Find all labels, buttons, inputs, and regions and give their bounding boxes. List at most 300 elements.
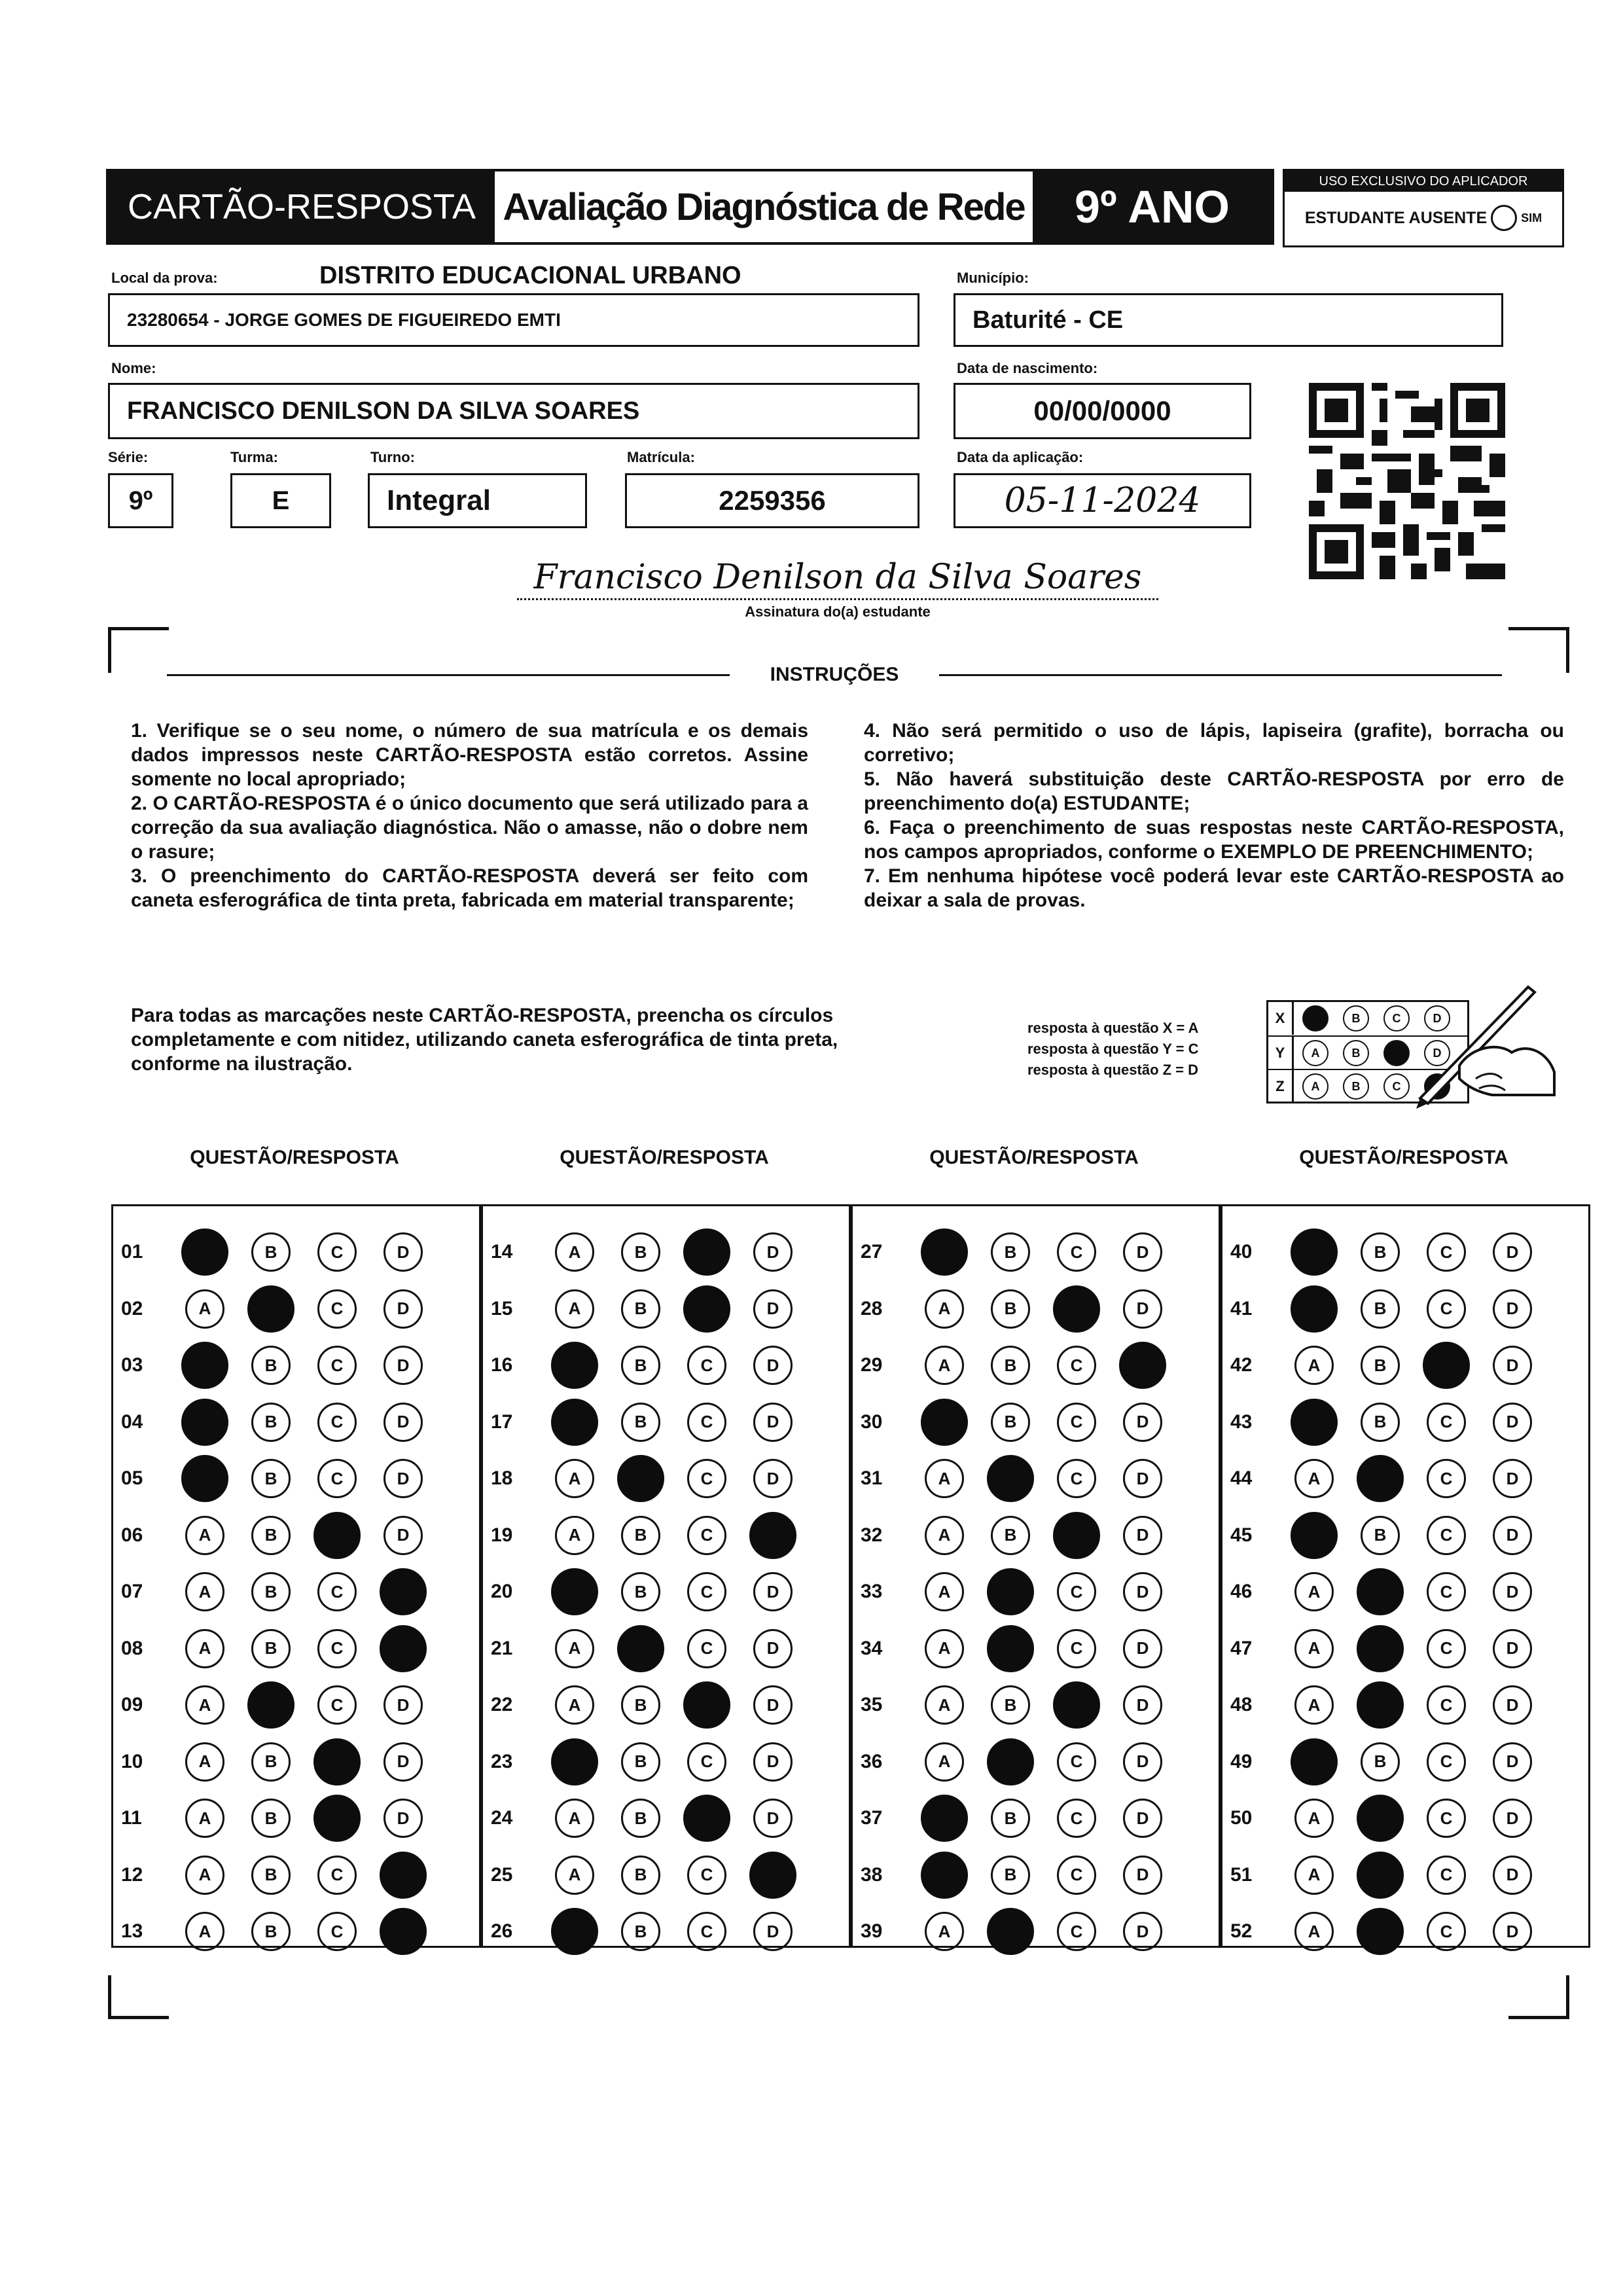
answer-bubble-a[interactable]: A — [555, 1289, 594, 1329]
answer-bubble-b[interactable] — [1357, 1455, 1404, 1502]
answer-bubble-b[interactable]: B — [621, 1572, 660, 1611]
answer-bubble-a[interactable]: A — [925, 1912, 964, 1951]
matricula-label: Matrícula: — [627, 449, 695, 465]
nascimento-field — [954, 383, 1251, 439]
answer-bubble-a[interactable]: A — [1294, 1346, 1334, 1385]
answer-bubble-a[interactable]: A — [1294, 1685, 1334, 1725]
answer-bubble-a[interactable]: A — [925, 1346, 964, 1385]
answer-bubble-d[interactable]: D — [1123, 1685, 1162, 1725]
answer-bubble-c[interactable]: C — [317, 1685, 357, 1725]
answer-bubble-c[interactable]: C — [1427, 1912, 1466, 1951]
answer-column — [1221, 1204, 1590, 1948]
answer-bubble-a[interactable]: A — [1294, 1629, 1334, 1668]
answer-bubble-b[interactable]: B — [1361, 1742, 1400, 1782]
answer-bubble-a[interactable] — [1291, 1285, 1338, 1333]
question-number: 18 — [491, 1467, 513, 1489]
answer-bubble-b[interactable]: B — [991, 1856, 1030, 1895]
answer-bubble-b[interactable]: B — [991, 1403, 1030, 1442]
answer-bubble-b[interactable]: B — [991, 1289, 1030, 1329]
answer-bubble-a[interactable]: A — [555, 1799, 594, 1838]
grade-label: 9º ANO — [1033, 171, 1272, 242]
question-row — [113, 1856, 479, 1895]
answer-bubble-b[interactable]: B — [991, 1346, 1030, 1385]
answer-bubble-c[interactable]: C — [687, 1516, 726, 1555]
divider-left — [167, 674, 730, 676]
answer-bubble-c[interactable]: C — [687, 1572, 726, 1611]
answer-bubble-c[interactable]: C — [1057, 1459, 1096, 1498]
answer-bubble-d[interactable]: D — [753, 1346, 793, 1385]
answer-bubble-a[interactable]: A — [185, 1799, 224, 1838]
answer-bubble-c[interactable]: C — [1427, 1742, 1466, 1782]
answer-bubble-d[interactable]: D — [383, 1799, 423, 1838]
answer-bubble-c[interactable] — [683, 1681, 730, 1729]
answer-bubble-c[interactable]: C — [1057, 1572, 1096, 1611]
answer-bubble-b[interactable]: B — [251, 1403, 291, 1442]
answer-bubble-b[interactable]: B — [621, 1403, 660, 1442]
serie-label: Série: — [108, 449, 149, 465]
answer-bubble-b[interactable] — [987, 1908, 1034, 1955]
answer-bubble-d[interactable]: D — [383, 1346, 423, 1385]
question-row — [853, 1459, 1219, 1498]
answer-bubble-c[interactable]: C — [1427, 1629, 1466, 1668]
answer-bubble-b[interactable]: B — [1361, 1289, 1400, 1329]
answer-bubble-d[interactable]: D — [1123, 1232, 1162, 1272]
answer-bubble-d[interactable]: D — [1493, 1912, 1532, 1951]
answer-bubble-c[interactable]: C — [687, 1346, 726, 1385]
answer-bubble-b[interactable] — [617, 1455, 664, 1502]
serie-value: 9º — [128, 486, 153, 515]
answer-bubble-a[interactable] — [551, 1568, 598, 1615]
question-row — [853, 1742, 1219, 1782]
turno-field — [368, 473, 587, 528]
question-number: 03 — [121, 1354, 143, 1376]
answer-bubble-c[interactable]: C — [1427, 1232, 1466, 1272]
turno-value: Integral — [387, 484, 491, 516]
question-row — [1222, 1346, 1588, 1385]
absent-label: ESTUDANTE AUSENTE — [1304, 208, 1488, 227]
answer-bubble-a[interactable]: A — [925, 1572, 964, 1611]
question-row — [1222, 1572, 1588, 1611]
answer-bubble-b[interactable] — [247, 1681, 294, 1729]
answer-bubble-c[interactable]: C — [1427, 1289, 1466, 1329]
answer-bubble-c[interactable]: C — [687, 1856, 726, 1895]
answer-bubble-c[interactable]: C — [317, 1629, 357, 1668]
answer-bubble-c[interactable] — [1053, 1512, 1100, 1559]
answer-bubble-c[interactable] — [1053, 1285, 1100, 1333]
example-bubble-d: D — [1424, 1040, 1450, 1066]
answer-bubble-d[interactable]: D — [1493, 1516, 1532, 1555]
answer-bubble-d[interactable]: D — [1493, 1799, 1532, 1838]
answer-bubble-a[interactable] — [1291, 1738, 1338, 1785]
example-row-label: Y — [1268, 1037, 1294, 1069]
nome-value: FRANCISCO DENILSON DA SILVA SOARES — [127, 397, 640, 425]
answer-bubble-d[interactable]: D — [753, 1799, 793, 1838]
answer-bubble-b[interactable]: B — [251, 1459, 291, 1498]
answer-bubble-b[interactable]: B — [1361, 1232, 1400, 1272]
answer-bubble-b[interactable]: B — [1361, 1403, 1400, 1442]
serie-field — [108, 473, 173, 528]
answer-bubble-b[interactable]: B — [621, 1685, 660, 1725]
question-number: 39 — [861, 1920, 883, 1942]
instruction-item: 5. Não haverá substituição deste CARTÃO-RESPOSTA por erro de preenchimento do(a) ESTUDANTE; — [864, 768, 1564, 814]
answer-bubble-a[interactable]: A — [925, 1289, 964, 1329]
municipio-label: Município: — [957, 270, 1029, 286]
column-title: QUESTÃO/RESPOSTA — [929, 1147, 1139, 1168]
answer-bubble-d[interactable]: D — [1123, 1912, 1162, 1951]
answer-bubble-d[interactable]: D — [1123, 1799, 1162, 1838]
answer-bubble-a[interactable]: A — [185, 1516, 224, 1555]
question-number: 26 — [491, 1920, 513, 1942]
example-bubble-b: B — [1343, 1005, 1369, 1031]
question-row — [853, 1232, 1219, 1272]
answer-bubble-d[interactable] — [1119, 1342, 1166, 1389]
example-bubble-a: A — [1302, 1040, 1329, 1066]
answer-bubble-b[interactable] — [987, 1625, 1034, 1672]
answer-bubble-c[interactable] — [313, 1738, 361, 1785]
answer-bubble-d[interactable]: D — [1493, 1232, 1532, 1272]
instruction-item: 6. Faça o preenchimento de suas respostas neste CARTÃO-RESPOSTA, nos campos apropriados, conforme o EXEMPLO DE PREENCHIMENTO; — [864, 817, 1564, 863]
answer-bubble-a[interactable] — [1291, 1399, 1338, 1446]
answer-bubble-b[interactable]: B — [991, 1516, 1030, 1555]
question-row — [483, 1289, 849, 1329]
exam-name: Avaliação Diagnóstica de Rede — [495, 171, 1033, 242]
answer-bubble-d[interactable]: D — [753, 1685, 793, 1725]
answer-bubble-d[interactable]: D — [1493, 1685, 1532, 1725]
answer-bubble-c[interactable]: C — [687, 1459, 726, 1498]
answer-bubble-a[interactable]: A — [185, 1629, 224, 1668]
question-number: 34 — [861, 1637, 883, 1659]
answer-bubble-d[interactable] — [380, 1568, 427, 1615]
answer-bubble-d[interactable]: D — [383, 1516, 423, 1555]
answer-bubble-c[interactable]: C — [1427, 1799, 1466, 1838]
answer-bubble-c[interactable] — [683, 1795, 730, 1842]
answer-bubble-c[interactable]: C — [687, 1629, 726, 1668]
answer-bubble-c[interactable]: C — [317, 1289, 357, 1329]
question-number: 30 — [861, 1410, 883, 1433]
answer-bubble-a[interactable] — [551, 1908, 598, 1955]
answer-bubble-b[interactable]: B — [621, 1799, 660, 1838]
question-number: 25 — [491, 1863, 513, 1886]
answer-column — [481, 1204, 851, 1948]
answer-bubble-a[interactable]: A — [185, 1289, 224, 1329]
example-bubble-a: A — [1302, 1073, 1329, 1100]
answer-bubble-b[interactable]: B — [621, 1742, 660, 1782]
answer-bubble-d[interactable]: D — [1123, 1516, 1162, 1555]
answer-bubble-a[interactable] — [551, 1399, 598, 1446]
answer-bubble-c[interactable] — [313, 1795, 361, 1842]
absent-bubble[interactable] — [1491, 205, 1517, 231]
answer-bubble-c[interactable]: C — [1057, 1403, 1096, 1442]
example-bubble-b: B — [1343, 1073, 1369, 1100]
question-number: 09 — [121, 1694, 143, 1715]
answer-bubble-b[interactable]: B — [251, 1799, 291, 1838]
question-row — [483, 1459, 849, 1498]
question-number: 23 — [491, 1750, 513, 1772]
nascimento-label: Data de nascimento: — [957, 360, 1098, 376]
answer-bubble-c[interactable] — [1423, 1342, 1470, 1389]
answer-bubble-d[interactable]: D — [753, 1232, 793, 1272]
answer-bubble-d[interactable] — [380, 1852, 427, 1899]
question-row — [853, 1912, 1219, 1951]
answer-bubble-a[interactable] — [921, 1852, 968, 1899]
answer-bubble-b[interactable]: B — [251, 1629, 291, 1668]
question-row — [113, 1572, 479, 1611]
answer-bubble-d[interactable] — [380, 1625, 427, 1672]
question-number: 46 — [1230, 1581, 1253, 1602]
answer-bubble-a[interactable]: A — [185, 1572, 224, 1611]
answer-bubble-a[interactable]: A — [1294, 1856, 1334, 1895]
answer-bubble-d[interactable]: D — [753, 1403, 793, 1442]
answer-bubble-a[interactable]: A — [1294, 1572, 1334, 1611]
answer-bubble-b[interactable] — [1357, 1908, 1404, 1955]
answer-bubble-c[interactable]: C — [1427, 1403, 1466, 1442]
answer-bubble-c[interactable]: C — [1057, 1799, 1096, 1838]
answer-bubble-b[interactable]: B — [251, 1232, 291, 1272]
answer-bubble-c[interactable]: C — [1427, 1516, 1466, 1555]
answer-bubble-d[interactable]: D — [1123, 1289, 1162, 1329]
answer-bubble-c[interactable]: C — [1427, 1572, 1466, 1611]
answer-bubble-a[interactable] — [181, 1229, 228, 1276]
question-number: 08 — [121, 1637, 143, 1659]
answer-bubble-c[interactable] — [683, 1229, 730, 1276]
answer-bubble-d[interactable]: D — [753, 1459, 793, 1498]
answer-bubble-a[interactable]: A — [925, 1685, 964, 1725]
answer-bubble-c[interactable]: C — [317, 1403, 357, 1442]
answer-bubble-d[interactable]: D — [1123, 1459, 1162, 1498]
answer-bubble-a[interactable]: A — [555, 1232, 594, 1272]
answer-bubble-a[interactable]: A — [1294, 1799, 1334, 1838]
question-row — [853, 1629, 1219, 1668]
answer-bubble-d[interactable]: D — [383, 1459, 423, 1498]
answer-bubble-c[interactable]: C — [317, 1459, 357, 1498]
answer-bubble-b[interactable]: B — [991, 1685, 1030, 1725]
question-row — [1222, 1629, 1588, 1668]
question-number: 32 — [861, 1524, 883, 1546]
answer-bubble-c[interactable] — [1053, 1681, 1100, 1729]
answer-bubble-b[interactable] — [1357, 1568, 1404, 1615]
question-number: 04 — [121, 1410, 143, 1433]
question-row — [113, 1629, 479, 1668]
answer-bubble-d[interactable]: D — [1123, 1742, 1162, 1782]
question-row — [853, 1572, 1219, 1611]
answer-bubble-d[interactable]: D — [383, 1685, 423, 1725]
question-row — [113, 1459, 479, 1498]
answer-bubble-d[interactable]: D — [1123, 1572, 1162, 1611]
answer-bubble-c[interactable]: C — [687, 1742, 726, 1782]
answer-bubble-c[interactable]: C — [1427, 1685, 1466, 1725]
answer-bubble-a[interactable]: A — [555, 1856, 594, 1895]
answer-bubble-b[interactable]: B — [251, 1912, 291, 1951]
answer-bubble-b[interactable] — [987, 1455, 1034, 1502]
answer-bubble-d[interactable]: D — [1493, 1572, 1532, 1611]
question-row — [483, 1742, 849, 1782]
answer-bubble-a[interactable] — [921, 1229, 968, 1276]
question-number: 10 — [121, 1750, 143, 1772]
question-row — [1222, 1742, 1588, 1782]
question-row — [113, 1346, 479, 1385]
column-title: QUESTÃO/RESPOSTA — [190, 1147, 399, 1168]
example-row-label: Z — [1268, 1070, 1294, 1103]
answer-bubble-a[interactable]: A — [925, 1459, 964, 1498]
card-label: CARTÃO-RESPOSTA — [109, 171, 495, 242]
answer-bubble-d[interactable]: D — [753, 1289, 793, 1329]
answer-bubble-c[interactable]: C — [1427, 1856, 1466, 1895]
matricula-value: 2259356 — [719, 485, 826, 516]
question-row — [113, 1912, 479, 1951]
answer-bubble-b[interactable] — [1357, 1625, 1404, 1672]
answer-bubble-a[interactable]: A — [1294, 1912, 1334, 1951]
answer-bubble-b[interactable]: B — [251, 1856, 291, 1895]
answer-bubble-a[interactable] — [921, 1399, 968, 1446]
question-row — [853, 1346, 1219, 1385]
answer-bubble-a[interactable] — [551, 1738, 598, 1785]
answer-bubble-b[interactable] — [987, 1738, 1034, 1785]
corner-mark-top-left — [108, 627, 169, 673]
answer-bubble-c[interactable]: C — [1057, 1629, 1096, 1668]
answer-bubble-a[interactable]: A — [555, 1629, 594, 1668]
answer-bubble-b[interactable]: B — [991, 1232, 1030, 1272]
answer-bubble-d[interactable]: D — [383, 1403, 423, 1442]
answer-bubble-c[interactable]: C — [317, 1912, 357, 1951]
answer-bubble-d[interactable]: D — [383, 1742, 423, 1782]
answer-bubble-c[interactable] — [313, 1512, 361, 1559]
question-row — [853, 1799, 1219, 1838]
answer-bubble-c[interactable]: C — [1057, 1856, 1096, 1895]
answer-bubble-b[interactable] — [987, 1568, 1034, 1615]
question-row — [113, 1799, 479, 1838]
answer-bubble-a[interactable]: A — [555, 1459, 594, 1498]
answer-bubble-d[interactable] — [749, 1852, 796, 1899]
answer-bubble-c[interactable]: C — [1057, 1742, 1096, 1782]
question-number: 20 — [491, 1581, 513, 1602]
answer-bubble-a[interactable] — [1291, 1229, 1338, 1276]
answer-bubble-a[interactable] — [181, 1455, 228, 1502]
answer-bubble-c[interactable]: C — [317, 1232, 357, 1272]
answer-bubble-c[interactable]: C — [1057, 1912, 1096, 1951]
answer-bubble-d[interactable] — [380, 1908, 427, 1955]
answer-column — [851, 1204, 1221, 1948]
answer-bubble-c[interactable]: C — [317, 1856, 357, 1895]
answer-bubble-d[interactable]: D — [383, 1232, 423, 1272]
answer-bubble-a[interactable]: A — [185, 1685, 224, 1725]
column-title: QUESTÃO/RESPOSTA — [560, 1147, 769, 1168]
answer-bubble-b[interactable] — [1357, 1852, 1404, 1899]
answer-bubble-b[interactable]: B — [621, 1232, 660, 1272]
answer-bubble-b[interactable]: B — [1361, 1346, 1400, 1385]
answer-bubble-b[interactable]: B — [251, 1346, 291, 1385]
answer-bubble-d[interactable]: D — [1493, 1289, 1532, 1329]
answer-bubble-d[interactable] — [749, 1512, 796, 1559]
answer-bubble-d[interactable]: D — [383, 1289, 423, 1329]
answer-bubble-a[interactable]: A — [925, 1516, 964, 1555]
question-number: 42 — [1230, 1354, 1253, 1376]
answer-bubble-d[interactable]: D — [753, 1742, 793, 1782]
answer-bubble-b[interactable]: B — [621, 1289, 660, 1329]
answer-bubble-c[interactable]: C — [1057, 1346, 1096, 1385]
answer-bubble-c[interactable]: C — [1057, 1232, 1096, 1272]
answer-bubble-d[interactable]: D — [1493, 1403, 1532, 1442]
aplicacao-value: 05-11-2024 — [1004, 481, 1201, 520]
answer-bubble-a[interactable]: A — [185, 1856, 224, 1895]
answer-bubble-b[interactable]: B — [251, 1572, 291, 1611]
answer-bubble-c[interactable]: C — [317, 1572, 357, 1611]
question-row — [1222, 1459, 1588, 1498]
answer-bubble-d[interactable]: D — [1123, 1629, 1162, 1668]
answer-bubble-d[interactable]: D — [1123, 1403, 1162, 1442]
answer-bubble-d[interactable]: D — [1493, 1856, 1532, 1895]
question-number: 44 — [1230, 1467, 1253, 1489]
answer-bubble-a[interactable]: A — [555, 1516, 594, 1555]
answer-bubble-a[interactable]: A — [925, 1629, 964, 1668]
answer-bubble-b[interactable]: B — [991, 1799, 1030, 1838]
answer-bubble-d[interactable]: D — [1493, 1629, 1532, 1668]
instructions-title: INSTRUÇÕES — [770, 664, 899, 685]
answer-bubble-b[interactable] — [1357, 1681, 1404, 1729]
answer-bubble-b[interactable] — [247, 1285, 294, 1333]
answer-bubble-b[interactable]: B — [251, 1742, 291, 1782]
qr-code — [1309, 383, 1505, 579]
example-text: Para todas as marcações neste CARTÃO-RESPOSTA, preencha os círculos completamente e com nitidez, utilizando caneta esferográfica de tinta preta, conforme na ilustração. — [131, 1005, 838, 1075]
answer-bubble-a[interactable] — [181, 1342, 228, 1389]
answer-bubble-c[interactable]: C — [687, 1912, 726, 1951]
question-number: 33 — [861, 1581, 883, 1602]
answer-bubble-c[interactable]: C — [1427, 1459, 1466, 1498]
answer-bubble-a[interactable] — [181, 1399, 228, 1446]
example-bubble-c: C — [1383, 1073, 1410, 1100]
question-row — [1222, 1685, 1588, 1725]
answer-bubble-b[interactable]: B — [1361, 1516, 1400, 1555]
answer-bubble-b[interactable] — [1357, 1795, 1404, 1842]
instruction-item: 2. O CARTÃO-RESPOSTA é o único documento que será utilizado para a correção da sua avaliação diagnóstica. Não o amasse, não o dobre nem o rasure; — [131, 793, 808, 863]
aplicacao-field[interactable] — [954, 473, 1251, 528]
question-row — [483, 1912, 849, 1951]
answer-bubble-d[interactable]: D — [753, 1629, 793, 1668]
answer-bubble-a[interactable]: A — [185, 1742, 224, 1782]
answer-bubble-c[interactable]: C — [317, 1346, 357, 1385]
answer-bubble-a[interactable]: A — [185, 1912, 224, 1951]
answer-bubble-a[interactable] — [921, 1795, 968, 1842]
answer-bubble-a[interactable]: A — [925, 1742, 964, 1782]
question-row — [1222, 1289, 1588, 1329]
answer-bubble-a[interactable]: A — [1294, 1459, 1334, 1498]
question-row — [113, 1516, 479, 1555]
answer-bubble-a[interactable] — [551, 1342, 598, 1389]
answer-bubble-c[interactable] — [683, 1285, 730, 1333]
answer-bubble-b[interactable] — [617, 1625, 664, 1672]
answer-bubble-a[interactable]: A — [555, 1685, 594, 1725]
answer-bubble-d[interactable]: D — [1493, 1742, 1532, 1782]
question-number: 50 — [1230, 1807, 1253, 1829]
answer-bubble-b[interactable]: B — [621, 1912, 660, 1951]
answer-bubble-a[interactable] — [1291, 1512, 1338, 1559]
answer-bubble-d[interactable]: D — [1493, 1346, 1532, 1385]
answer-bubble-b[interactable]: B — [621, 1856, 660, 1895]
pen-hand-icon — [1414, 980, 1558, 1111]
answer-bubble-d[interactable]: D — [1123, 1856, 1162, 1895]
answer-bubble-b[interactable]: B — [621, 1516, 660, 1555]
answer-bubble-d[interactable]: D — [753, 1572, 793, 1611]
turno-label: Turno: — [370, 449, 416, 465]
answer-bubble-d[interactable]: D — [753, 1912, 793, 1951]
question-number: 15 — [491, 1297, 513, 1319]
corner-mark-bottom-right — [1508, 1975, 1569, 2019]
nascimento-value: 00/00/0000 — [1033, 395, 1171, 426]
answer-bubble-b[interactable]: B — [621, 1346, 660, 1385]
answer-bubble-d[interactable]: D — [1493, 1459, 1532, 1498]
instruction-item: 1. Verifique se o seu nome, o número de sua matrícula e os demais dados impressos neste CARTÃO-RESPOSTA estão corretos. Assine somente no local apropriado; — [131, 720, 808, 790]
answer-bubble-c[interactable]: C — [687, 1403, 726, 1442]
answer-bubble-b[interactable]: B — [251, 1516, 291, 1555]
